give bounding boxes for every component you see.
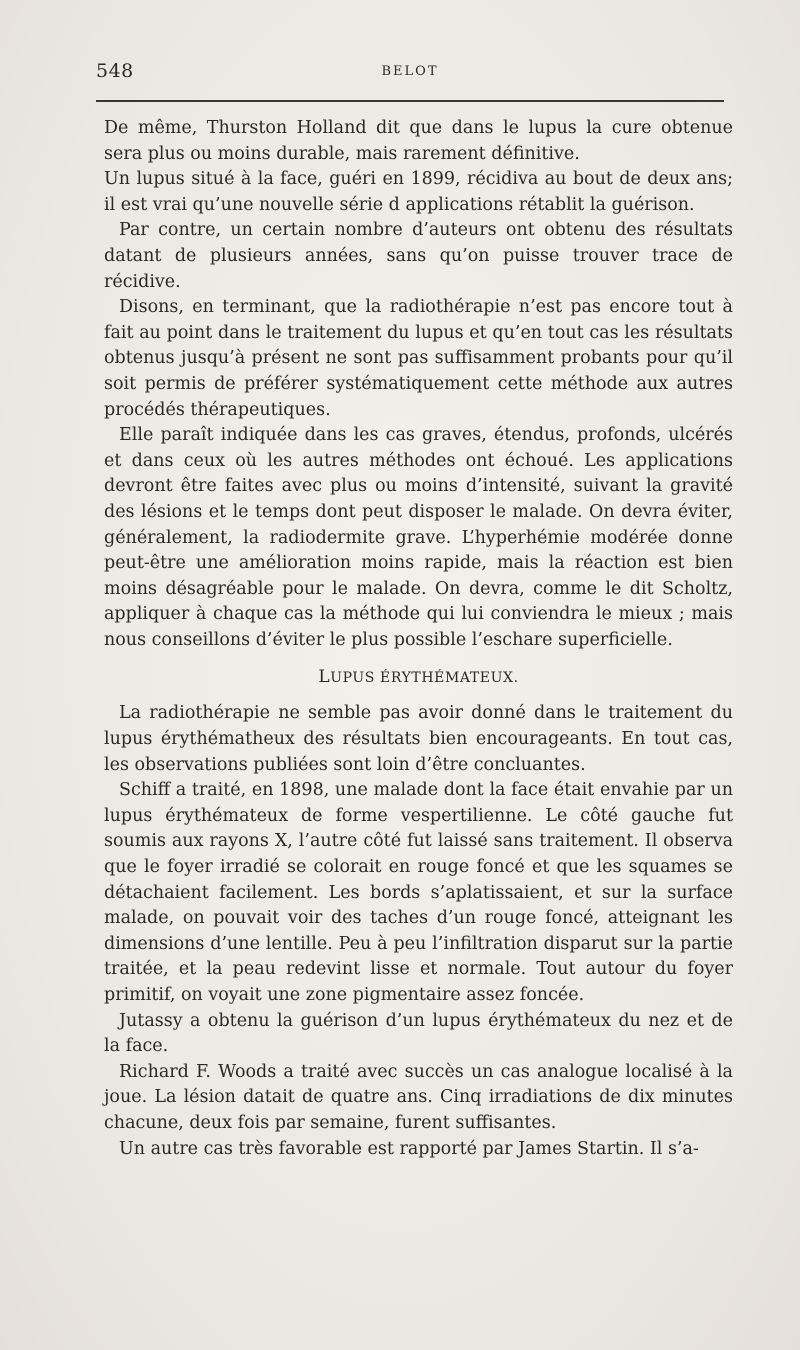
paragraph: La radiothérapie ne semble pas avoir donné dans le traitement du lupus érythématheux des résultats bien encourageants. En tout cas, les observations publiées sont loin d’être concluantes. — [104, 703, 733, 775]
paragraph: Disons, en terminant, que la radiothérapie n’est pas encore tout à fait au point dans le traitement du lupus et qu’en tout cas les résultats obtenus jusqu’à présent ne sont pas suffisamment probants pour qu’il soit permis de préférer systématiquement cette méthode aux autres procédés thérapeutiques. — [104, 297, 733, 420]
page-number: 548 — [96, 60, 134, 82]
paragraph: Schiff a traité, en 1898, une malade dont la face était envahie par un lupus érythémateux de forme vespertilienne. Le côté gauche fut soumis aux rayons X, l’autre côté fut laissé sans traitement. Il observa que le foyer irradié se colorait en rouge foncé et que les squames se détachaient facilement. Les bords s’aplatissaient, et sur la surface malade, on pouvait voir des taches d’un rouge foncé, atteignant les dimensions d’une lentille. Peu à peu l’infiltration disparut sur la partie traitée, et la peau redevint lisse et normale. Tout autour du foyer primitif, on voyait une zone pigmentaire assez foncée. — [104, 780, 733, 1005]
paragraph: Richard F. Woods a traité avec succès un cas analogue localisé à la joue. La lésion datait de quatre ans. Cinq irradiations de dix minutes chacune, deux fois par semaine, furent suffisantes. — [104, 1061, 733, 1133]
paragraph: Un autre cas très favorable est rapporté par James Startin. Il s’a- — [119, 1138, 699, 1159]
page-header — [96, 60, 724, 88]
header-rule — [96, 100, 724, 102]
paragraph: Un lupus situé à la face, guéri en 1899, récidiva au bout de deux ans; il est vrai qu’une nouvelle série d applications rétablit la guérison. — [104, 169, 733, 215]
paragraph: Elle paraît indiquée dans les cas graves, étendus, profonds, ulcérés et dans ceux où les autres méthodes ont échoué. Les applications devront être faites avec plus ou moins d’intensité, suivant la gravité des lésions et le temps dont peut disposer le malade. On devra éviter, généralement, la radiodermite grave. L’hyperhémie modérée donne peut-être une amélioration moins rapide, mais la réaction est bien moins désagréable pour le malade. On devra, comme le dit Scholtz, appliquer à chaque cas la méthode qui lui conviendra le mieux ; mais nous conseillons d’éviter le plus possible l’eschare superficielle. — [104, 425, 733, 650]
paragraph: Par contre, un certain nombre d’auteurs ont obtenu des résultats datant de plusieurs années, sans qu’on puisse trouver trace de récidive. — [104, 220, 733, 292]
section-heading — [104, 664, 733, 691]
section-heading-rest: UPUS ÉRYTHÉMATEUX. — [330, 670, 519, 687]
section-heading-initial: L — [318, 667, 331, 688]
paragraph: Jutassy a obtenu la guérison d’un lupus érythémateux du nez et de la face. — [104, 1010, 733, 1057]
paragraph: De même, Thurston Holland dit que dans le lupus la cure obtenue sera plus ou moins durable, mais rarement définitive. — [104, 118, 733, 164]
body-text — [104, 116, 733, 1162]
running-head: BELOT — [381, 64, 439, 79]
